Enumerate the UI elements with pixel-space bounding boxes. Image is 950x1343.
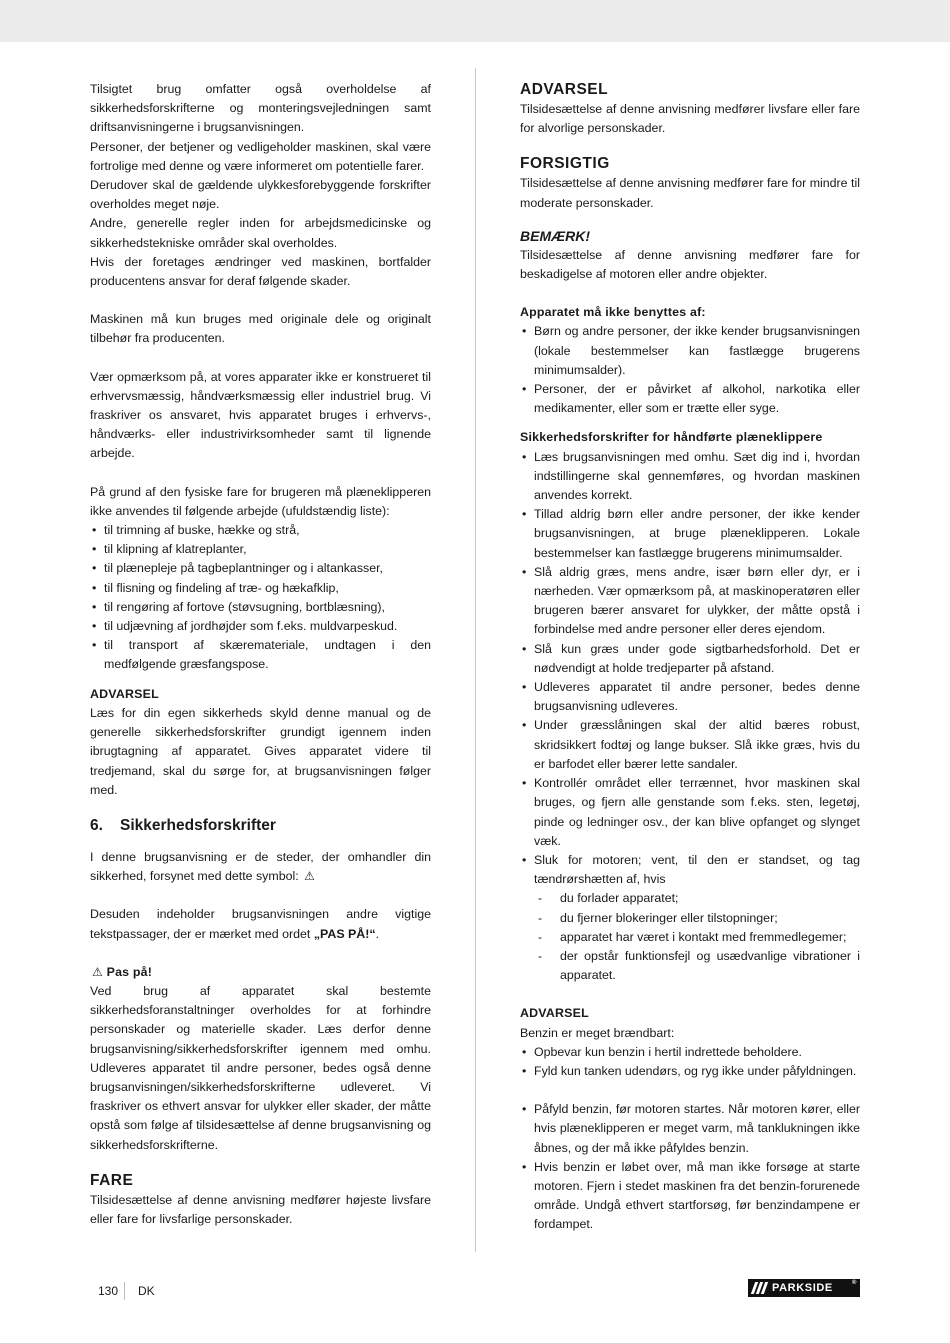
footer-separator bbox=[124, 1282, 125, 1300]
fare-text: Tilsidesættelse af denne anvisning medfører højeste livsfare eller fare for livsfarlige personskader. bbox=[90, 1192, 431, 1226]
not-for-list bbox=[90, 521, 431, 675]
parkside-logo bbox=[748, 1279, 860, 1297]
advarsel-text: Tilsidesættelse af denne anvisning medfører livsfare eller fare for alvorlige personskader. bbox=[520, 102, 860, 136]
list-item: • til plænepleje på tagbeplantninger og i altankasser, bbox=[90, 559, 431, 578]
intro-line-5: Hvis der foretages ændringer ved maskinen, bortfalder producentens ansvar for deraf følgende skader. bbox=[90, 254, 431, 289]
not-used-list bbox=[520, 322, 860, 418]
fuel-warning-heading: ADVARSEL bbox=[520, 1006, 589, 1021]
intro-line-4: Andre, generelle regler inden for arbejdsmedicinske og sikkerhedstekniske områder skal overholdes. bbox=[90, 216, 431, 250]
intro-line-1: Tilsigtet brug omfatter også overholdelse af sikkerhedsforskrifterne og monteringsvejledningen samt driftsanvisningerne i brugsanvisningen. bbox=[90, 82, 431, 135]
caution-heading-label: Pas på! bbox=[106, 964, 153, 979]
bemaerk-heading: BEMÆRK! bbox=[520, 227, 590, 244]
warning-triangle-icon: ⚠ bbox=[92, 964, 103, 979]
fuel-list-1 bbox=[520, 1043, 860, 1081]
logo-stripes-icon bbox=[753, 1282, 766, 1294]
symbol-text: I denne brugsanvisning er de steder, der omhandler din sikkerhed, forsynet med dette symbol: bbox=[90, 849, 431, 884]
passages-paragraph bbox=[90, 905, 431, 943]
list-item: • til trimning af buske, hække og strå, bbox=[90, 521, 431, 540]
list-item: • Kontrollér området eller terrænnet, hvor maskinen skal bruges, og fjern alle genstande som f.eks. sten, legetøj, pinde og ledninger osv., der kan blive opfanget og slynget væk. bbox=[520, 774, 860, 851]
brand-name: PARKSIDE bbox=[772, 1282, 833, 1294]
safety-heading: Sikkerhedsforskrifter for håndførte plæneklippere bbox=[520, 430, 823, 445]
list-item: • Fyld kun tanken udendørs, og ryg ikke under påfyldningen. bbox=[520, 1062, 860, 1081]
right-column bbox=[520, 80, 860, 1235]
not-used-heading: Apparatet må ikke benyttes af: bbox=[520, 305, 706, 320]
caution-text: Ved brug af apparatet skal bestemte sikkerhedsforanstaltninger overholdes for at forhindre personskader og materielle skader. Læs derfor denne brugsanvisning/sikkerhedsforskrifter igennem med omhu. Udleveres apparatet til andre personer, bedes også denne brugsanvisningen/sikkerhedsforskrifterne udleveret. Vi fraskriver os ethvert ansvar for ulykker eller skader, der måtte opstå som følge af tilsidesættelse af denne brugsanvisning og sikkerhedsforskrifterne. bbox=[90, 983, 431, 1152]
warning-text: Læs for din egen sikkerheds skyld denne manual og de generelle sikkerhedsforskrifter grundigt igennem inden ibrugtagning af apparatet. Gives apparatet videre til tredjemand, skal du sørge for, at brugsanvisningen følger med. bbox=[90, 705, 431, 797]
sub-list-item: - du fjerner blokeringer eller tilstopninger; bbox=[520, 909, 860, 928]
fuel-intro: Benzin er meget brændbart: bbox=[520, 1025, 675, 1040]
sub-list-item: - apparatet har været i kontakt med fremmedlegemer; bbox=[520, 928, 860, 947]
list-item: • til udjævning af jordhøjder som f.eks. muldvarpeskud. bbox=[90, 617, 431, 636]
registered-mark: ® bbox=[851, 1280, 857, 1286]
list-item: • Slå aldrig græs, mens andre, især børn eller dyr, er i nærheden. Vær opmærksom på, at maskinoperatøren eller brugeren bærer ansvaret for ulykker, der måtte opstå i forbindelse med andre personer eller deres ejendom. bbox=[520, 563, 860, 640]
passages-word: „PAS PÅ!“ bbox=[313, 926, 376, 941]
list-item: • Påfyld benzin, før motoren startes. Når motoren kører, eller hvis plæneklipperen er meget varm, må tanklukningen ikke åbnes, og der må ikke påfyldes benzin. bbox=[520, 1100, 860, 1158]
list-item: • Slå kun græs under gode sigtbarhedsforhold. Det er nødvendigt at holde tredjeparter på afstand. bbox=[520, 640, 860, 678]
column-divider bbox=[475, 68, 476, 1252]
stop-engine-sublist bbox=[520, 889, 860, 985]
fuel-list-2 bbox=[520, 1100, 860, 1234]
passages-end: . bbox=[375, 926, 380, 941]
sub-list-item: - der opstår funktionsfejl og usædvanlige vibrationer i apparatet. bbox=[520, 947, 860, 985]
list-item: • Personer, der er påvirket af alkohol, narkotika eller medikamenter, eller som er trætte eller syge. bbox=[520, 380, 860, 418]
original-parts-paragraph: Maskinen må kun bruges med originale dele og originalt tilbehør fra producenten. bbox=[90, 312, 431, 346]
intro-line-2: Personer, der betjener og vedligeholder maskinen, skal være fortrolige med denne og være informeret om potentielle farer. bbox=[90, 139, 431, 173]
list-item: • til flisning og findeling af træ- og hækafklip, bbox=[90, 579, 431, 598]
section-number: 6. bbox=[90, 816, 103, 834]
warning-heading: ADVARSEL bbox=[90, 686, 159, 701]
list-item: • Under græsslåningen skal der altid bæres robust, skridsikkert fodtøj og lange bukser. Slå ikke græs, hvis du er barfodet eller bærer lette sandaler. bbox=[520, 716, 860, 774]
advarsel-heading: ADVARSEL bbox=[520, 81, 609, 98]
section-heading bbox=[90, 816, 431, 836]
caution-heading bbox=[90, 963, 431, 982]
not-for-intro: På grund af den fysiske fare for brugeren må plæneklipperen ikke anvendes til følgende arbejde (ufuldstændig liste): bbox=[90, 484, 431, 518]
sub-list-item: - du forlader apparatet; bbox=[520, 889, 860, 908]
list-item: • Opbevar kun benzin i hertil indrettede beholdere. bbox=[520, 1043, 860, 1062]
list-item: • til transport af skæremateriale, undtagen i den medfølgende græsfangspose. bbox=[90, 636, 431, 674]
section-title: Sikkerhedsforskrifter bbox=[120, 816, 276, 834]
list-item: • Sluk for motoren; vent, til den er standset, og tag tændrørshætten af, hvis bbox=[520, 851, 860, 889]
list-item: • Hvis benzin er løbet over, må man ikke forsøge at starte motoren. Fjern i stedet maskinen fra det benzin-forurenede område. Undgå ethvert startforsøg, før benzindampene er fordampet. bbox=[520, 1158, 860, 1235]
language-code: DK bbox=[138, 1284, 155, 1298]
fare-heading: FARE bbox=[90, 1171, 134, 1189]
list-item: • Udleveres apparatet til andre personer, bedes denne brugsanvisning udleveres. bbox=[520, 678, 860, 716]
warning-triangle-icon: ⚠ bbox=[304, 869, 315, 884]
symbol-paragraph bbox=[90, 848, 431, 886]
forsigtig-heading: FORSIGTIG bbox=[520, 155, 610, 173]
list-item: • til rengøring af fortove (støvsugning, bortblæsning), bbox=[90, 598, 431, 617]
safety-list bbox=[520, 448, 860, 890]
top-band bbox=[0, 0, 950, 42]
bemaerk-text: Tilsidesættelse af denne anvisning medfører fare for beskadigelse af motoren eller andre objekter. bbox=[520, 247, 860, 282]
intro-line-3: Derudover skal de gældende ulykkesforebyggende forskrifter overholdes meget nøje. bbox=[90, 178, 431, 212]
list-item: • Børn og andre personer, der ikke kender brugsanvisningen (lokale bestemmelser kan fastlægge brugerens minimumsalder). bbox=[520, 322, 860, 380]
list-item: • Læs brugsanvisningen med omhu. Sæt dig ind i, hvordan indstillingerne skal gennemføres, og hvordan maskinen anvendes korrekt. bbox=[520, 448, 860, 506]
passages-text: Desuden indeholder brugsanvisningen andre vigtige tekstpassager, der er mærket med ordet bbox=[90, 907, 431, 941]
list-item: • Tillad aldrig børn eller andre personer, der ikke kender brugsanvisningen, at bruge plæneklipperen. Lokale bestemmelser kan fastlægge brugerens minimumsalder. bbox=[520, 505, 860, 563]
commercial-use-paragraph: Vær opmærksom på, at vores apparater ikke er konstrueret til erhvervsmæssig, håndværksmæssig eller industriel brug. Vi fraskriver os ansvaret, hvis apparatet bruges i erhvervs-, håndværks- eller industrivirksomheder samt til lignende arbejde. bbox=[90, 369, 431, 461]
page-number: 130 bbox=[98, 1284, 119, 1298]
left-column bbox=[90, 80, 431, 1229]
list-item: • til klipning af klatreplanter, bbox=[90, 540, 431, 559]
forsigtig-text: Tilsidesættelse af denne anvisning medfører fare for mindre til moderate personskader. bbox=[520, 176, 860, 210]
